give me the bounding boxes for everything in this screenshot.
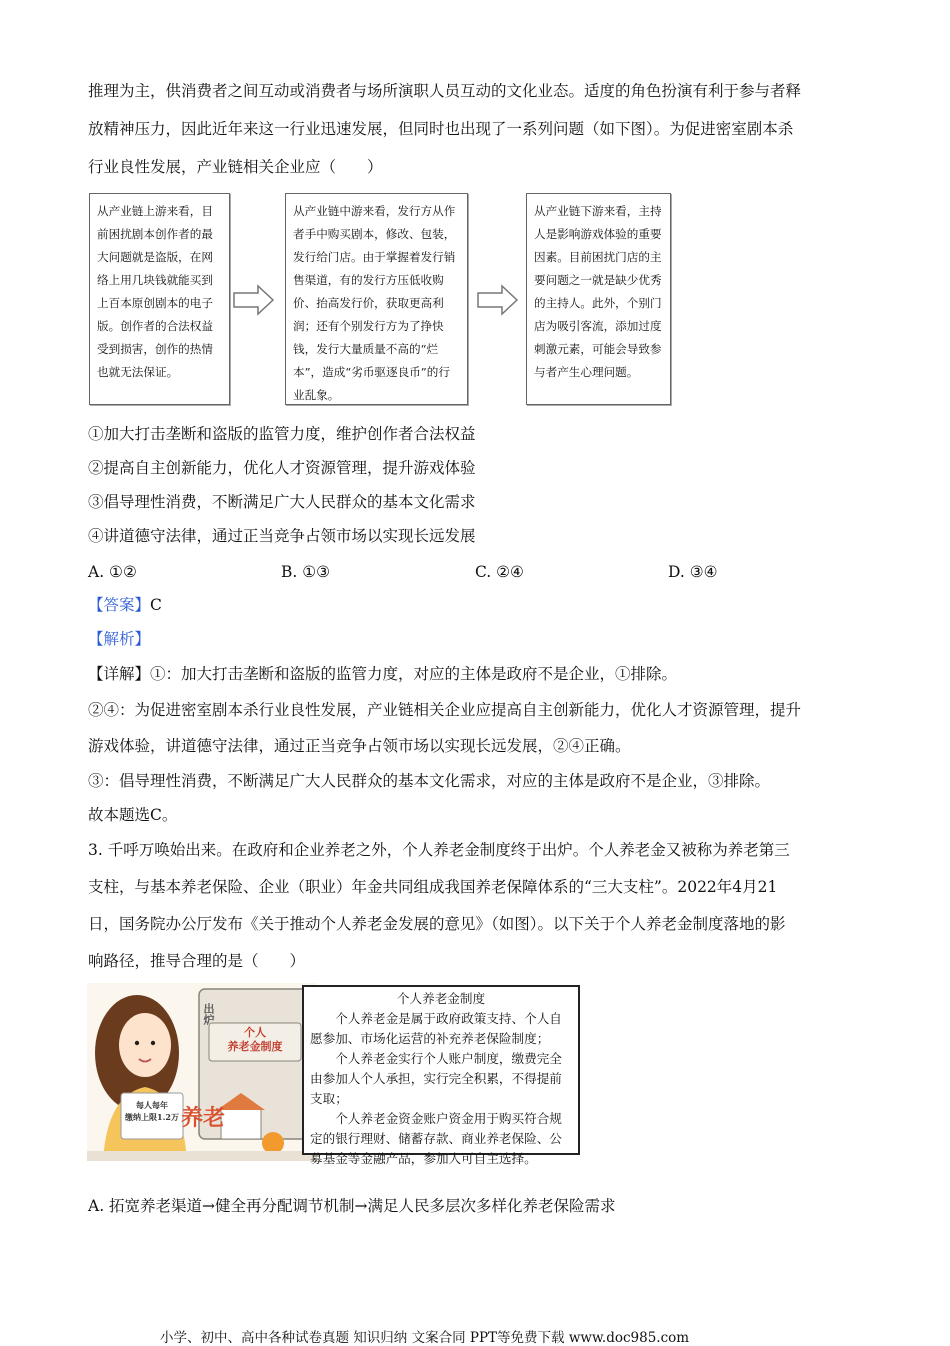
footer-text: 小学、初中、高中各种试卷真题 知识归纳 文案合同 PPT等免费下载 www.doc985.com xyxy=(160,1330,690,1346)
answer xyxy=(88,598,162,614)
policy-para-2: 个人养老金实行个人账户制度，缴费完全由参加人个人承担，实行完全积累，不得提前支取； xyxy=(310,1051,562,1106)
statement-3: ③倡导理性消费，不断满足广大人民群众的基本文化需求 xyxy=(88,493,476,511)
explanation-line-1: 【详解】①：加大打击垄断和盗版的监管力度，对应的主体是政府不是企业，①排除。 xyxy=(88,665,678,683)
q3-line-4: 响路径，推导合理的是（ ） xyxy=(88,952,306,970)
explanation-line-4: ③：倡导理性消费，不断满足广大人民群众的基本文化需求，对应的主体是政府不是企业，③排除。 xyxy=(88,772,771,790)
statement-2: ②提高自主创新能力，优化人才资源管理，提升游戏体验 xyxy=(88,459,476,477)
q3-line-3: 日，国务院办公厅发布《关于推动个人养老金发展的意见》（如图）。以下关于个人养老金制度落地的影 xyxy=(88,915,786,933)
option-b: B. ①③ xyxy=(281,563,331,581)
analysis-label: 【解析】 xyxy=(88,630,151,648)
intro-line-3: 行业良性发展，产业链相关企业应（ ） xyxy=(88,158,383,176)
policy-box xyxy=(302,985,580,1166)
flow-arrow-right-icon xyxy=(476,283,520,317)
option-a: A. ①② xyxy=(88,563,137,581)
answer-value: C xyxy=(150,596,162,614)
policy-para-1: 个人养老金是属于政府政策支持、个人自愿参加、市场化运营的补充养老保险制度； xyxy=(310,1011,562,1046)
answer-label: 【答案】 xyxy=(88,596,151,614)
intro-line-2: 放精神压力，因此近年来这一行业迅速发展，但同时也出现了一系列问题（如下图）。为促进密室剧本杀 xyxy=(88,120,794,138)
pension-bag-text: 养老 xyxy=(181,1105,226,1131)
detail-label: 【详解】 xyxy=(88,665,151,683)
contribution-card: 每人每年 缴纳上限1.2万 xyxy=(125,1100,179,1122)
q3-line-2: 支柱，与基本养老保险、企业（职业）年金共同组成我国养老保障体系的“三大支柱”。2022年4月21 xyxy=(88,878,778,896)
explanation-line-5: 故本题选C。 xyxy=(88,806,178,824)
flow-box-upstream: 从产业链上游来看，目前困扰剧本创作者的最大问题就是盗版，在网络上用几块钱就能买到上百本原创剧本的电子版。创作者的合法权益受到损害，创作的热情也就无法保证。 xyxy=(89,193,230,405)
explanation-line-2: ②④：为促进密室剧本杀行业良性发展，产业链相关企业应提高自主创新能力，优化人才资源管理，提升 xyxy=(88,701,802,719)
policy-para-3: 个人养老金资金账户资金用于购买符合规定的银行理财、储蓄存款、商业养老保险、公募基金等金融产品，参加人可自主选择。 xyxy=(310,1111,562,1166)
statement-4: ④讲道德守法律，通过正当竞争占领市场以实现长远发展 xyxy=(88,527,476,545)
pension-box-label: 个人 养老金制度 xyxy=(227,1026,283,1053)
explanation-line-3: 游戏体验，讲道德守法律，通过正当竞争占领市场以实现长远发展，②④正确。 xyxy=(88,737,631,755)
q3-option-a: A. 拓宽养老渠道→健全再分配调节机制→满足人民多层次多样化养老保险需求 xyxy=(88,1197,616,1215)
flow-box-midstream: 从产业链中游来看，发行方从作者手中购买剧本，修改、包装，发行给门店。由于掌握着发行销售渠道，有的发行方压低收购价、抬高发行价，获取更高利润；还有个别发行方为了挣快钱，发行大量质量不高的“烂本”，造成“劣币驱逐良币”的行业乱象。 xyxy=(285,193,468,405)
option-c: C. ②④ xyxy=(475,563,524,581)
policy-title: 个人养老金制度 xyxy=(396,991,486,1006)
q3-line-1: 3. 千呼万唤始出来。在政府和企业养老之外，个人养老金制度终于出炉。个人养老金又被称为养老第三 xyxy=(88,841,790,859)
statement-1: ①加大打击垄断和盗版的监管力度，维护创作者合法权益 xyxy=(88,425,476,443)
flow-arrow-right-icon xyxy=(232,283,276,317)
intro-line-1: 推理为主，供消费者之间互动或消费者与场所演职人员互动的文化业态。适度的角色扮演有利于参与者释 xyxy=(88,82,802,100)
option-d: D. ③④ xyxy=(668,563,718,581)
flow-box-downstream: 从产业链下游来看，主持人是影响游戏体验的重要因素。目前困扰门店的主要问题之一就是缺少优秀的主持人。此外，个别门店为吸引客流，添加过度刺激元素，可能会导致参与者产生心理问题。 xyxy=(526,193,671,405)
sign-text: 出炉 xyxy=(202,1003,215,1025)
